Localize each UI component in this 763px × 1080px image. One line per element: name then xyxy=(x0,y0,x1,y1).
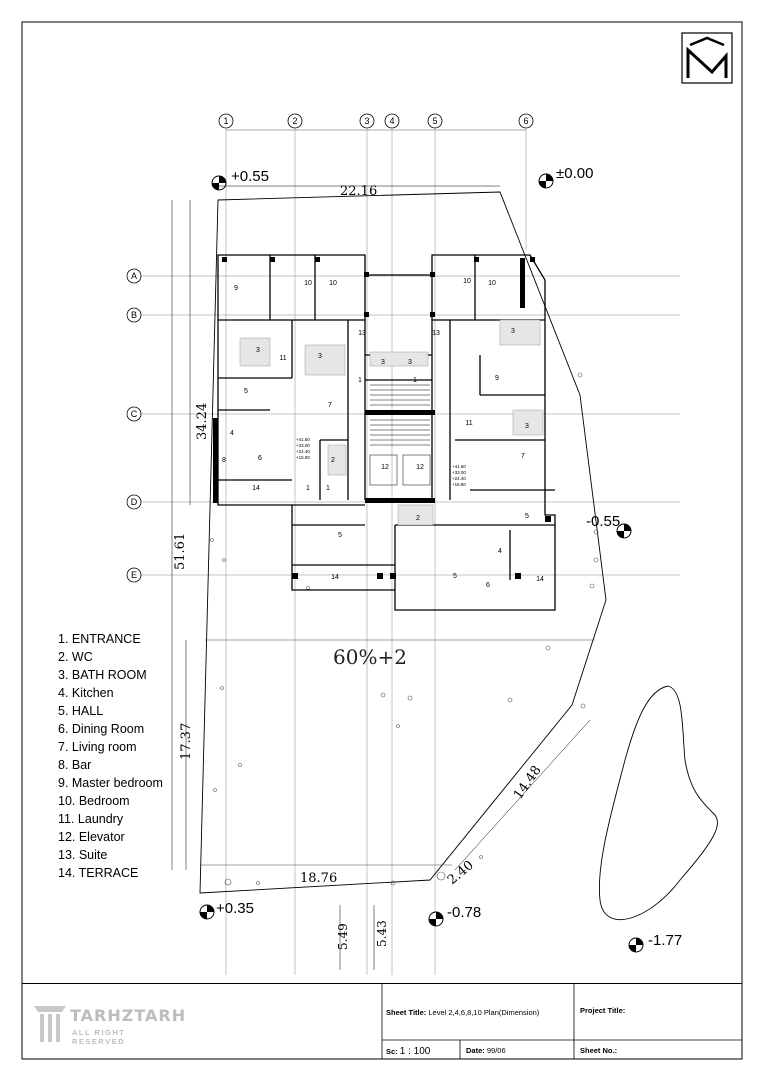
sheet-title-label: Sheet Title: xyxy=(386,1008,427,1017)
svg-text:11: 11 xyxy=(279,355,287,362)
legend-item-bath-room: 3. BATH ROOM xyxy=(58,668,147,682)
svg-text:+24.40: +24.40 xyxy=(296,449,310,454)
grid-column-labels xyxy=(223,116,528,126)
sheet-title-value: Level 2,4,6,8,10 Plan(Dimension) xyxy=(428,1008,540,1017)
pond-outline xyxy=(599,686,717,920)
level-bottom-left: +0.35 xyxy=(216,900,254,917)
svg-text:10: 10 xyxy=(463,278,471,285)
svg-text:12: 12 xyxy=(381,464,389,471)
svg-text:+33.00: +33.00 xyxy=(452,470,466,475)
grid-col-3: 3 xyxy=(364,116,370,126)
legend-item-bedroom: 10. Bedroom xyxy=(58,794,130,808)
level-marker-icon xyxy=(429,912,443,926)
grid-row-a: A xyxy=(130,271,138,281)
dimension-values xyxy=(173,184,545,950)
grid-col-1: 1 xyxy=(223,116,229,126)
svg-text:7: 7 xyxy=(328,402,332,409)
svg-text:+33.00: +33.00 xyxy=(296,443,310,448)
date-value: 99/06 xyxy=(486,1046,506,1055)
svg-text:+41.60: +41.60 xyxy=(452,464,466,469)
project-title-label: Project Title: xyxy=(580,1006,626,1015)
level-top-right: ±0.00 xyxy=(556,165,594,182)
dim-bottom-v2: 5.43 xyxy=(375,920,389,947)
grid-row-d: D xyxy=(130,497,138,507)
svg-text:+15.80: +15.80 xyxy=(296,455,310,460)
legend-item-living-room: 7. Living room xyxy=(58,740,137,754)
svg-text:11: 11 xyxy=(465,420,473,427)
dim-left-total: 51.61 xyxy=(173,532,188,570)
project-title xyxy=(580,1006,625,1015)
level-marker-icon xyxy=(629,938,643,952)
legend-item-suite: 13. Suite xyxy=(58,848,108,862)
svg-text:3: 3 xyxy=(318,353,322,360)
svg-text:3: 3 xyxy=(256,347,260,354)
svg-text:4: 4 xyxy=(498,548,502,555)
dim-top-width: 22.16 xyxy=(340,184,378,199)
logo-subtext: ALL RIGHT RESERVED xyxy=(72,1028,126,1046)
svg-text:7: 7 xyxy=(521,453,525,460)
sheet-no-label: Sheet No.: xyxy=(580,1046,618,1055)
svg-text:5: 5 xyxy=(338,532,342,539)
svg-text:10: 10 xyxy=(329,280,337,287)
dim-bottom-v1: 5.49 xyxy=(336,923,350,950)
level-markers xyxy=(200,174,643,952)
legend-item-laundry: 11. Laundry xyxy=(58,812,124,826)
grid-col-2: 2 xyxy=(292,116,298,126)
dim-diagonal: 14.48 xyxy=(510,763,545,803)
svg-text:2: 2 xyxy=(331,457,335,464)
svg-text:+41.60: +41.60 xyxy=(296,437,310,442)
level-marker-icon xyxy=(200,905,214,919)
grid-row-b: B xyxy=(130,310,138,320)
bathroom-tiles xyxy=(240,320,543,525)
legend-item-kitchen: 4. Kitchen xyxy=(58,686,114,700)
svg-text:13: 13 xyxy=(358,330,366,337)
svg-text:1: 1 xyxy=(326,485,330,492)
legend-item-hall: 5. HALL xyxy=(58,704,104,718)
sheet-title xyxy=(386,1008,539,1017)
dim-bottom-width: 18.76 xyxy=(300,871,338,886)
svg-text:9: 9 xyxy=(234,285,238,292)
grid-col-5: 5 xyxy=(432,116,438,126)
logo-text: TARHZTARH xyxy=(70,1006,187,1025)
legend-item-bar: 8. Bar xyxy=(58,758,92,772)
north-arrow-icon xyxy=(682,33,732,83)
svg-text:3: 3 xyxy=(511,328,515,335)
svg-text:3: 3 xyxy=(381,359,385,366)
svg-text:4: 4 xyxy=(230,430,234,437)
grid-col-4: 4 xyxy=(389,116,395,126)
title-block xyxy=(22,983,742,1060)
svg-text:5: 5 xyxy=(453,573,457,580)
column-logo-icon xyxy=(32,1002,68,1046)
room-legend xyxy=(58,630,198,882)
legend-item-dining-room: 6. Dining Room xyxy=(58,722,145,736)
dim-bottom-small: 2.40 xyxy=(444,857,477,889)
svg-text:5: 5 xyxy=(525,513,529,520)
dim-left-lower: 17.37 xyxy=(179,722,194,760)
scale xyxy=(386,1046,430,1057)
grid-rows xyxy=(140,276,680,575)
svg-text:3: 3 xyxy=(408,359,412,366)
svg-text:10: 10 xyxy=(488,280,496,287)
sheet-number xyxy=(580,1046,617,1055)
grid-row-c: C xyxy=(130,409,138,419)
legend-item-wc: 2. WC xyxy=(58,650,93,664)
elevator-level-notes xyxy=(296,437,466,487)
legend-item-entrance: 1. ENTRANCE xyxy=(58,632,141,646)
level-bottom-mid: -0.78 xyxy=(447,904,482,921)
grid-row-labels xyxy=(131,271,138,580)
svg-text:10: 10 xyxy=(304,280,312,287)
legend-item-master-bedroom: 9. Master bedroom xyxy=(58,776,163,790)
svg-text:2: 2 xyxy=(416,515,420,522)
level-marker-icon xyxy=(212,176,226,190)
svg-text:6: 6 xyxy=(258,455,262,462)
svg-text:6: 6 xyxy=(486,582,490,589)
grid-row-e: E xyxy=(130,570,138,580)
date xyxy=(466,1046,506,1055)
far-note: 60%+2 xyxy=(333,645,407,669)
scale-label: Sc: xyxy=(386,1047,398,1056)
svg-text:3: 3 xyxy=(525,423,529,430)
svg-text:12: 12 xyxy=(416,464,424,471)
level-right: -0.55 xyxy=(586,513,621,530)
legend-item-elevator: 12. Elevator xyxy=(58,830,125,844)
svg-text:9: 9 xyxy=(495,375,499,382)
dim-left-upper: 34.24 xyxy=(195,402,210,440)
svg-text:5: 5 xyxy=(244,388,248,395)
svg-text:13: 13 xyxy=(432,330,440,337)
building-walls xyxy=(218,255,555,610)
sheet-border xyxy=(22,22,742,1059)
company-logo xyxy=(32,1002,187,1050)
legend-item-terrace: 14. TERRACE xyxy=(58,866,139,880)
room-numbers xyxy=(222,278,544,589)
date-label: Date: xyxy=(466,1046,485,1055)
level-values xyxy=(216,165,682,949)
svg-text:14: 14 xyxy=(331,574,339,581)
svg-text:1: 1 xyxy=(306,485,310,492)
grid-col-6: 6 xyxy=(523,116,529,126)
svg-text:1: 1 xyxy=(358,377,362,384)
scale-value: 1 : 100 xyxy=(399,1046,431,1057)
grid-column-bubbles xyxy=(219,114,533,128)
level-top-left: +0.55 xyxy=(231,168,269,185)
site-dots xyxy=(211,373,599,885)
svg-text:14: 14 xyxy=(536,576,544,583)
svg-text:8: 8 xyxy=(222,457,226,464)
svg-text:14: 14 xyxy=(252,485,260,492)
svg-text:+15.80: +15.80 xyxy=(452,482,466,487)
svg-text:+24.40: +24.40 xyxy=(452,476,466,481)
level-marker-icon xyxy=(539,174,553,188)
svg-text:1: 1 xyxy=(413,377,417,384)
structural-walls xyxy=(213,257,551,579)
level-bottom-right: -1.77 xyxy=(648,932,683,949)
